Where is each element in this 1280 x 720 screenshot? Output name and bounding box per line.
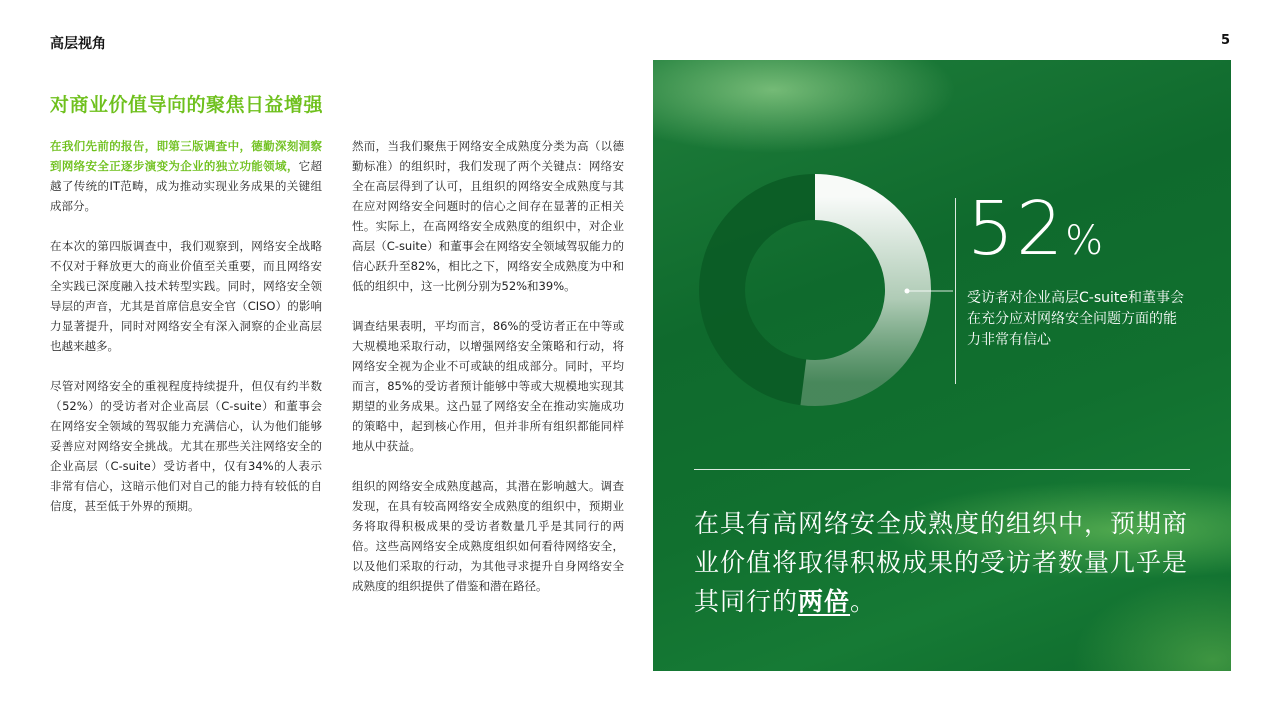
page-number: 5: [1220, 33, 1230, 48]
page-header-title: 高层视角: [50, 36, 106, 52]
section-heading: 对商业价值导向的聚焦日益增强: [50, 94, 324, 116]
callout-quote: [694, 504, 1194, 621]
paragraph: 在本次的第四版调查中，我们观察到，网络安全战略不仅对于释放更大的商业价值至关重要，而且网络安全实践已深度融入技术转型实践。同时，网络安全领导层的声音，尤其是首席信息安全官（CISO）的影响力显著提升，同时对网络安全有深入洞察的企业高层也越来越多。: [50, 239, 322, 353]
percent-sign: %: [1065, 218, 1104, 264]
callout-end: 。: [850, 587, 877, 616]
stat-caption: 受访者对企业高层C-suite和董事会在充分应对网络安全问题方面的能力非常有信心: [967, 290, 1184, 348]
donut-leader-dot: [905, 289, 910, 294]
callout-text: 在具有高网络安全成熟度的组织中，预期商业价值将取得积极成果的受访者数量几乎是其同行的: [694, 509, 1189, 616]
middle-text-column: [352, 136, 624, 616]
left-text-column: [50, 136, 322, 536]
highlighted-text: 在我们先前的报告，即第三版调查中，德勤深刻洞察到网络安全正逐步演变为企业的独立功能领域，: [50, 139, 322, 173]
donut-value-arc: [803, 197, 908, 383]
stat-panel: [653, 60, 1231, 671]
paragraph: [50, 136, 322, 216]
paragraph: 尽管对网络安全的重视程度持续提升，但仅有约半数（52%）的受访者对企业高层（C-suite）和董事会在网络安全领域的驾驭能力充满信心，认为他们能够妥善应对网络安全挑战。尤其在那些关注网络安全的企业高层（C-suite）受访者中，仅有34%的人表示非常有信心，这暗示他们对自己的能力持有较低的自信度，甚至低于外界的预期。: [50, 379, 322, 513]
stat-number: 52: [967, 186, 1066, 272]
paragraph: 调查结果表明，平均而言，86%的受访者正在中等或大规模地采取行动，以增强网络安全策略和行动，将网络安全视为企业不可或缺的组成部分。同时，平均而言，85%的受访者预计能够中等或大规模地实现其期望的业务成果。这凸显了网络安全在推动实施成功的策略中，起到核心作用，但并非所有组织都能同样地从中获益。: [352, 319, 624, 453]
divider-horizontal: [694, 469, 1190, 470]
divider-vertical: [955, 198, 956, 384]
stat-value: [967, 186, 1104, 272]
paragraph: 然而，当我们聚焦于网络安全成熟度分类为高（以德勤标准）的组织时，我们发现了两个关键点：网络安全在高层得到了认可，且组织的网络安全成熟度与其在应对网络安全问题时的信心之间存在显著的正相关性。实际上，在高网络安全成熟度的组织中，对企业高层（C-suite）和董事会在网络安全领域驾驭能力的信心跃升至82%，相比之下，网络安全成熟度为中和低的组织中，这一比例分别为52%和39%。: [352, 139, 624, 293]
callout-emphasis: 两倍: [798, 587, 851, 616]
donut-chart: [693, 170, 953, 430]
paragraph-text: 它超越了传统的IT范畴，成为推动实现业务成果的关键组成部分。: [50, 159, 323, 213]
paragraph: 组织的网络安全成熟度越高，其潜在影响越大。调查发现，在具有较高网络安全成熟度的组织中，预期业务将取得积极成果的受访者数量几乎是其同行的两倍。这些高网络安全成熟度组织如何看待网络安全，以及他们采取的行动，为其他寻求提升自身网络安全成熟度的组织提供了借鉴和潜在路径。: [352, 479, 624, 593]
